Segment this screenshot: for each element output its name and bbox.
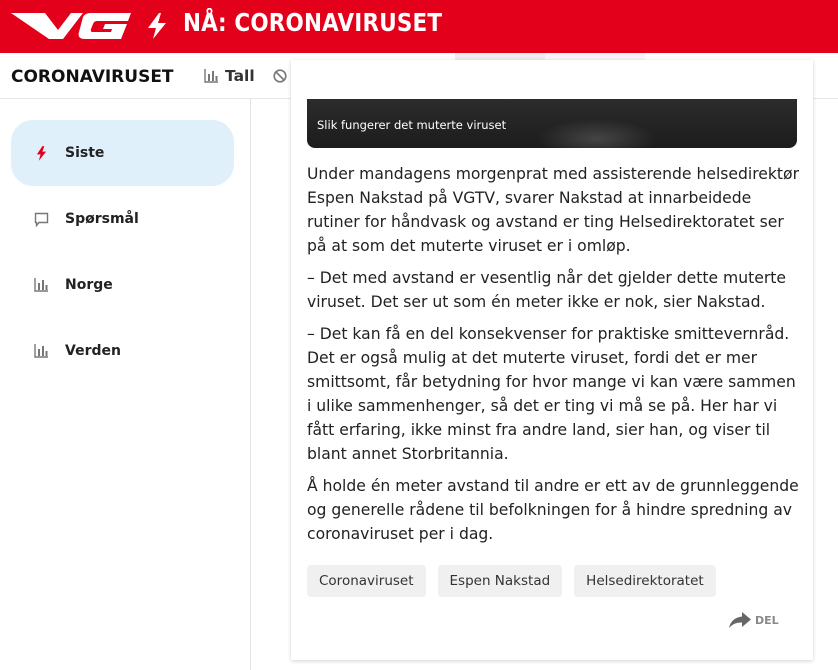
article-card <box>291 60 813 660</box>
video-caption: Slik fungerer det muterte viruset <box>317 118 507 132</box>
sidebar-item-siste[interactable] <box>11 120 234 186</box>
sidebar <box>0 99 251 670</box>
video-thumbnail[interactable] <box>307 99 797 148</box>
article-paragraph: – Det med avstand er vesentlig når det gjelder dette muterte viruset. Det ser ut som én meter ikke er nok, sier Nakstad. <box>307 269 786 311</box>
tag-helsedirektoratet[interactable]: Helsedirektoratet <box>574 565 716 597</box>
sidebar-item-label: Norge <box>65 277 113 293</box>
top-bar <box>0 0 838 53</box>
sidebar-item-label: Siste <box>65 145 105 161</box>
sidebar-item-sporsmal[interactable] <box>11 186 234 252</box>
share-button[interactable] <box>729 612 779 628</box>
article-paragraph: Å holde én meter avstand til andre er ett av de grunnleggende og generelle rådene til befolkningen for å hindre spredning av coronaviruset per i dag. <box>307 477 799 543</box>
tag-coronaviruset[interactable]: Coronaviruset <box>307 565 426 597</box>
share-icon <box>729 612 751 628</box>
bolt-icon <box>146 13 168 39</box>
sidebar-item-label: Spørsmål <box>65 211 139 227</box>
prohibited-icon <box>273 69 287 83</box>
bolt-icon <box>33 145 49 161</box>
bar-chart-icon <box>33 277 49 293</box>
article-paragraph: – Det kan få en del konsekvenser for praktiske smittevernråd. Det er også mulig at det muterte viruset, fordi det er mer smittsomt, får betydning for hvor mange vi kan være sammen i ulike sammenhenger, så det er ting vi må se på. Her har vi fått erfaring, ikke minst fra andre land, sier han, og viser til blant annet Storbritannia. <box>307 325 796 463</box>
sidebar-item-verden[interactable] <box>11 318 234 384</box>
bar-chart-icon <box>204 69 219 83</box>
vg-logo[interactable] <box>11 13 131 39</box>
sidebar-item-label: Verden <box>65 343 121 359</box>
section-brand[interactable]: CORONAVIRUSET <box>11 67 174 87</box>
video-frame <box>537 119 657 148</box>
bar-chart-icon <box>33 343 49 359</box>
tag-espen-nakstad[interactable]: Espen Nakstad <box>438 565 563 597</box>
tab-label: Tall <box>225 67 255 85</box>
tab-tall[interactable] <box>192 53 267 99</box>
chat-icon <box>33 211 49 227</box>
article-paragraph: Under mandagens morgenprat med assisterende helsedirektør Espen Nakstad på VGTV, svarer Nakstad at innarbeidede rutiner for håndvask og avstand er ting Helsedirektoratet ser på at som det muterte viruset er i omløp. <box>307 165 799 255</box>
sidebar-item-norge[interactable] <box>11 252 234 318</box>
page-title[interactable]: NÅ: CORONAVIRUSET <box>183 8 443 37</box>
tag-list <box>307 565 716 597</box>
article-body <box>307 162 799 554</box>
share-label: DEL <box>755 613 779 627</box>
